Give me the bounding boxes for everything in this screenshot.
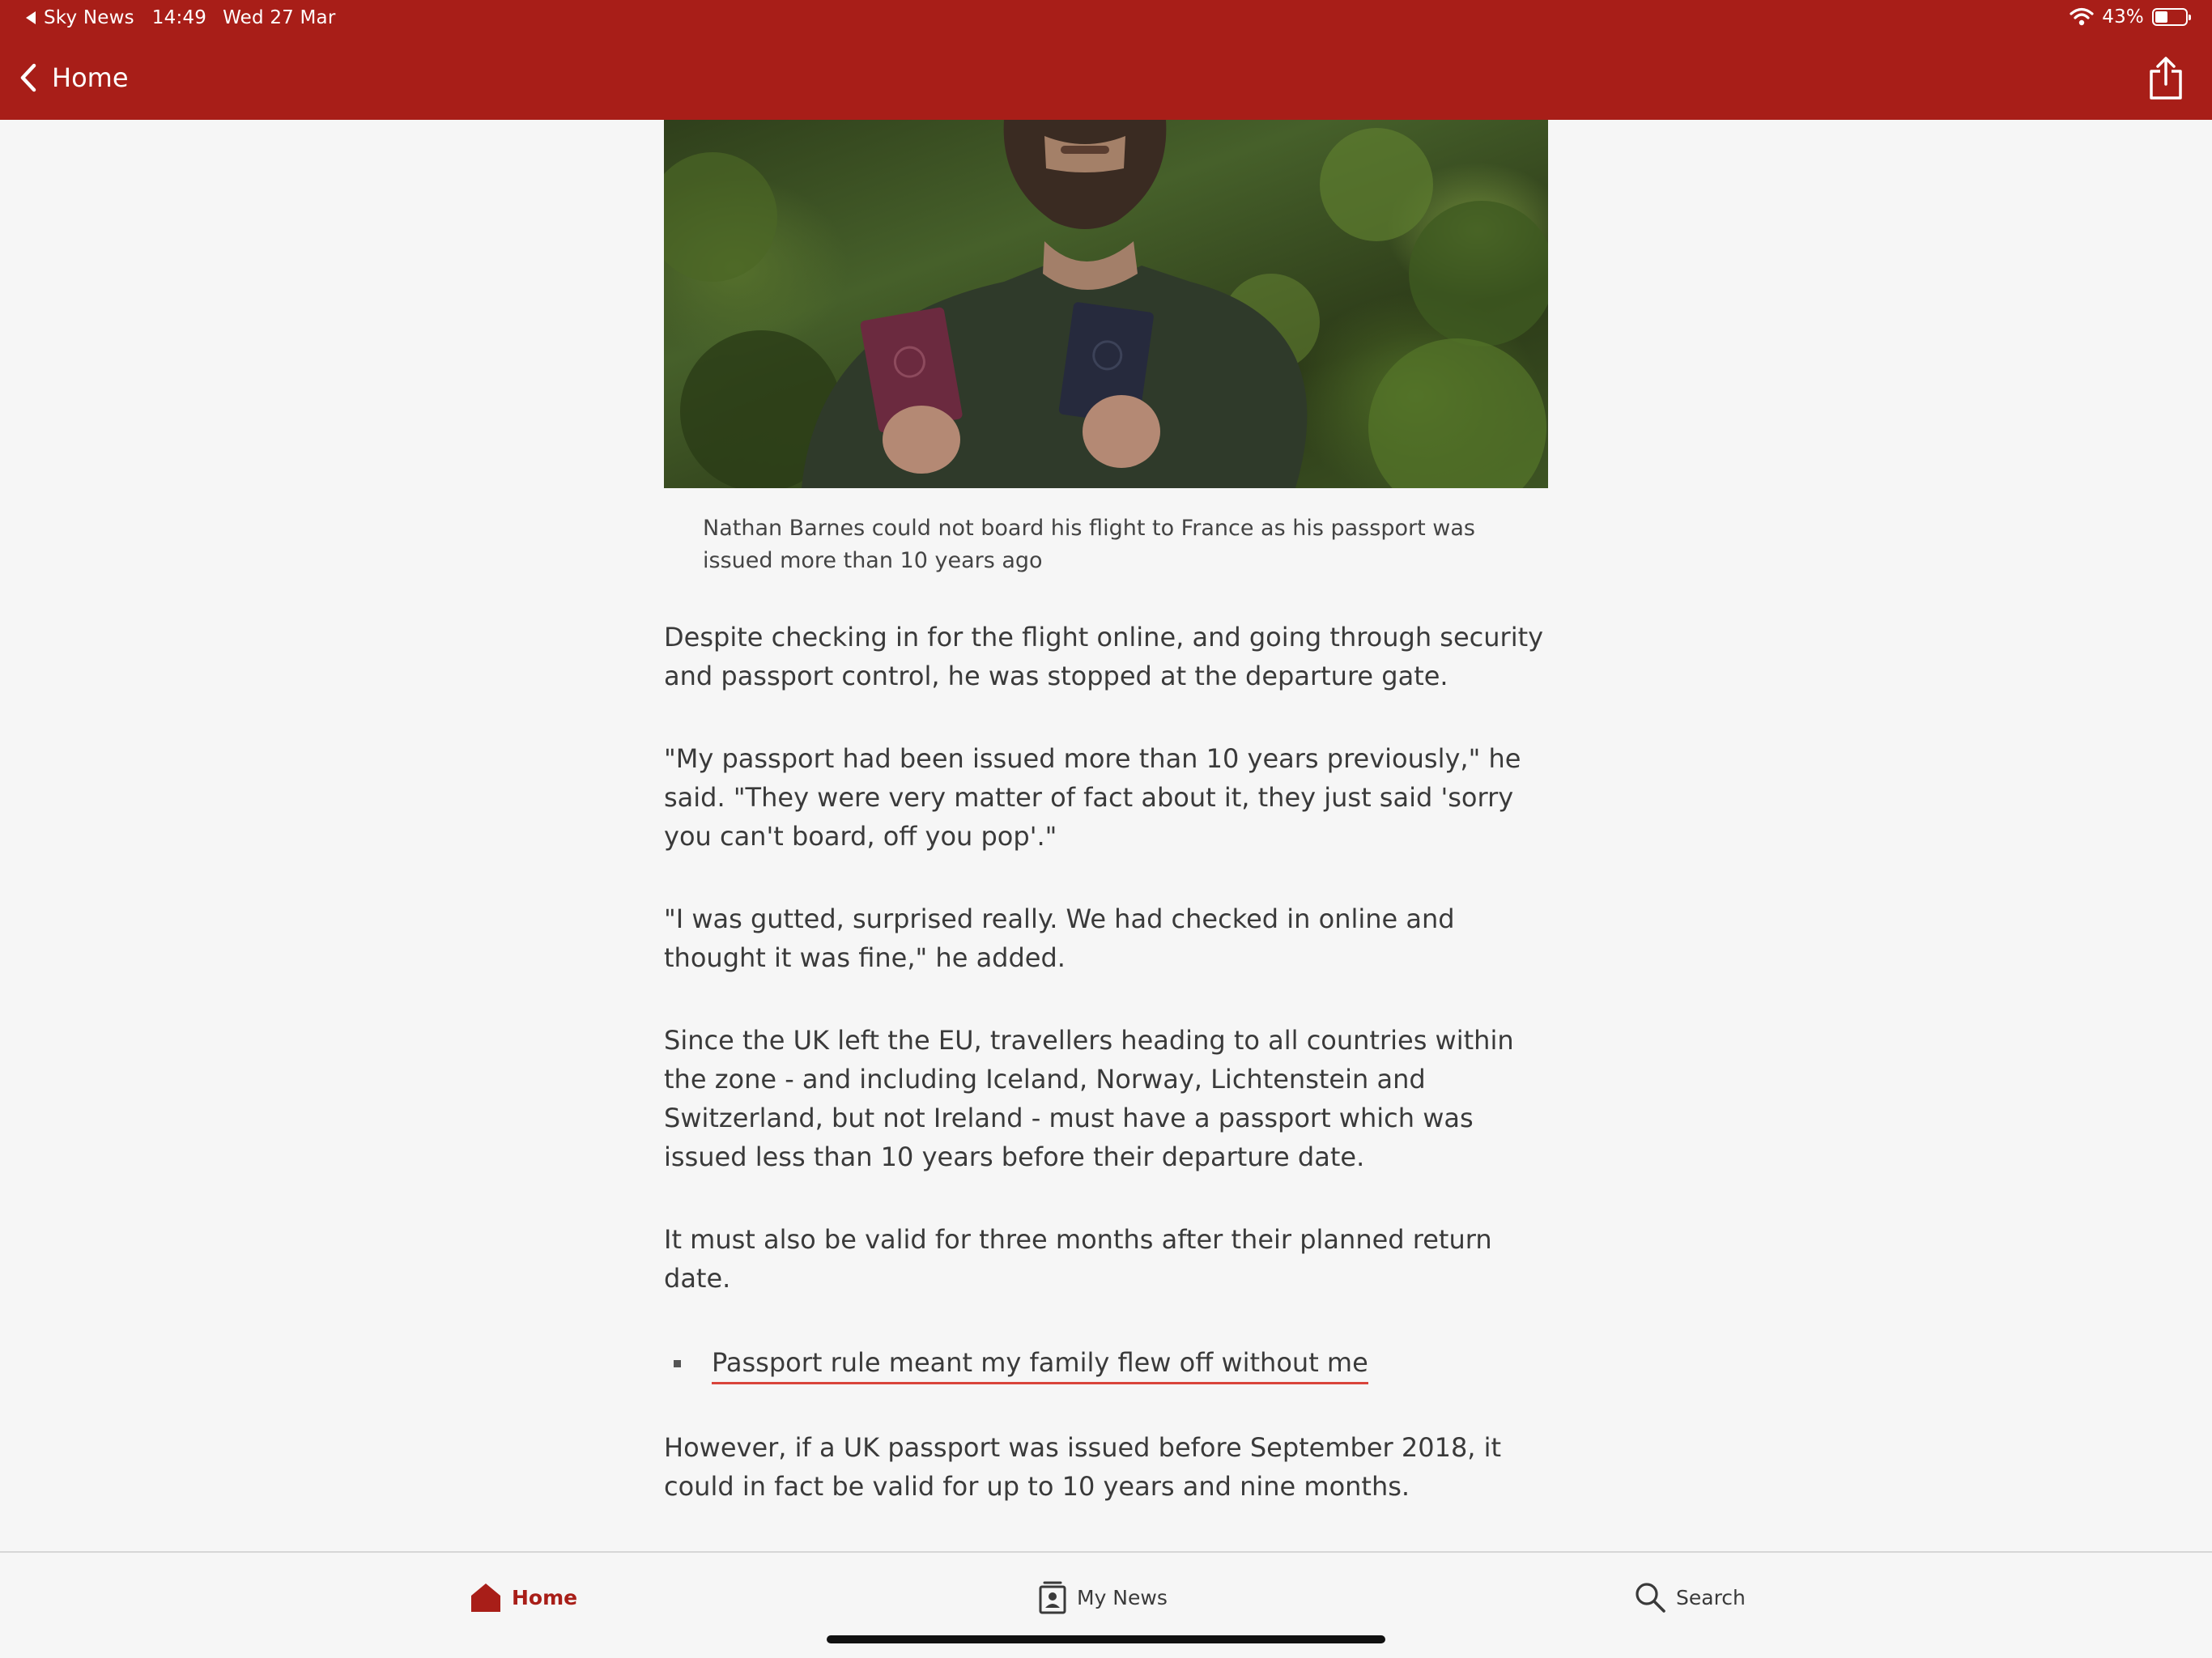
article — [664, 120, 1548, 1506]
chevron-left-icon — [19, 63, 37, 92]
article-photo — [664, 120, 1548, 488]
bullet-icon — [674, 1360, 681, 1367]
article-paragraph: "I was gutted, surprised really. We had checked in online and thought it was fine," he added. — [664, 903, 1455, 973]
back-to-app-icon[interactable] — [26, 11, 36, 24]
related-article-link[interactable]: Passport rule meant my family flew off without me — [712, 1343, 1368, 1384]
back-button[interactable] — [19, 57, 129, 99]
tab-home[interactable] — [470, 1577, 577, 1618]
home-indicator[interactable] — [827, 1635, 1385, 1643]
status-time: 14:49 — [151, 7, 207, 28]
tab-search-label: Search — [1676, 1585, 1746, 1609]
search-icon — [1634, 1581, 1666, 1613]
status-bar — [0, 0, 2212, 37]
wifi-icon — [2069, 7, 2094, 27]
share-icon[interactable] — [2147, 55, 2184, 100]
article-paragraph: Despite checking in for the flight online, and going through security and passport control, he was stopped at the departure gate. — [664, 622, 1544, 691]
nav-bar — [0, 37, 2212, 120]
photo-illustration — [664, 120, 1548, 488]
article-paragraph: It must also be valid for three months after their planned return date. — [664, 1224, 1492, 1294]
status-date: Wed 27 Mar — [223, 7, 336, 28]
article-paragraph: However, if a UK passport was issued before September 2018, it could in fact be valid for up to 10 years and nine months. — [664, 1432, 1502, 1502]
article-paragraph: Since the UK left the EU, travellers heading to all countries within the zone - and including Iceland, Norway, Lichtenstein and Switzerland, but not Ireland - must have a passport which was issued less than 10 years before their departure date. — [664, 1025, 1514, 1172]
article-paragraph: "My passport had been issued more than 10 years previously," he said. "They were very matter of fact about it, they just said 'sorry you can't board, off you pop'." — [664, 743, 1521, 852]
battery-icon — [2152, 8, 2188, 26]
tab-my-news-label: My News — [1077, 1585, 1168, 1609]
battery-fill — [2155, 11, 2167, 23]
home-icon — [470, 1581, 502, 1613]
tab-home-label: Home — [512, 1585, 578, 1609]
my-news-icon — [1038, 1580, 1067, 1614]
back-to-app-label[interactable]: Sky News — [44, 7, 134, 28]
top-bar — [0, 0, 2212, 120]
image-caption: Nathan Barnes could not board his flight to France as his passport was issued more than 10 years ago — [703, 516, 1475, 573]
tab-search[interactable] — [1634, 1577, 1746, 1618]
status-left — [26, 7, 336, 28]
battery-percent: 43% — [2102, 6, 2144, 28]
tab-my-news[interactable] — [1038, 1577, 1168, 1618]
status-right — [2069, 6, 2188, 28]
back-button-label: Home — [52, 62, 129, 93]
related-link-item — [664, 1343, 1548, 1384]
